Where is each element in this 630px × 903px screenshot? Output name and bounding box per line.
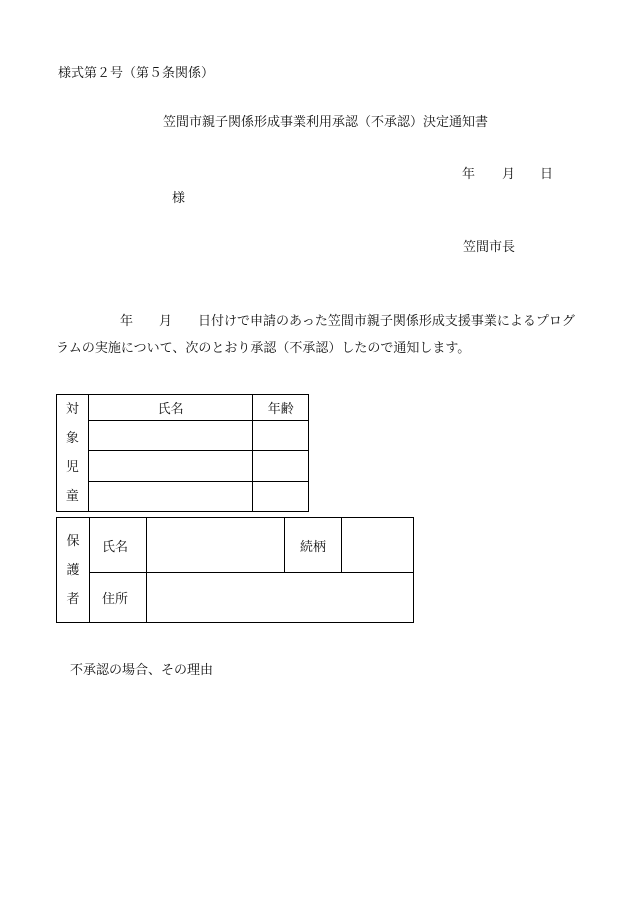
child-table	[56, 394, 309, 512]
child-age-cell[interactable]	[253, 420, 309, 451]
table-row	[57, 451, 309, 482]
guardian-side-label: 保 護 者	[57, 518, 90, 623]
table-row	[57, 482, 309, 512]
guardian-address-label: 住所	[90, 573, 147, 623]
issuer: 笠間市長	[463, 240, 516, 255]
reason-label: 不承認の場合、その理由	[70, 663, 214, 678]
child-name-cell[interactable]	[88, 482, 253, 512]
child-age-cell[interactable]	[253, 482, 309, 512]
guardian-address-cell[interactable]	[147, 573, 414, 623]
date-year: 年	[462, 167, 476, 182]
body-year: 年	[120, 314, 134, 329]
guardian-relation-cell[interactable]	[342, 518, 414, 573]
child-age-header: 年齢	[253, 395, 309, 421]
date-day: 日	[540, 167, 554, 182]
child-side-label: 対 象 児 童	[57, 395, 89, 512]
body-month: 月	[159, 314, 173, 329]
body-line1: 日付けで申請のあった笠間市親子関係形成支援事業によるプログ	[198, 314, 575, 329]
child-name-cell[interactable]	[88, 451, 253, 482]
guardian-relation-label: 続柄	[285, 518, 342, 573]
recipient-honorific: 様	[172, 191, 186, 206]
table-row	[57, 420, 309, 451]
child-name-cell[interactable]	[88, 420, 253, 451]
guardian-name-label: 氏名	[90, 518, 147, 573]
child-name-header: 氏名	[88, 395, 253, 421]
document-title: 笠間市親子関係形成事業利用承認（不承認）決定通知書	[163, 115, 489, 130]
date-month: 月	[502, 167, 516, 182]
form-number: 様式第２号（第５条関係）	[58, 66, 215, 81]
guardian-name-cell[interactable]	[147, 518, 285, 573]
child-age-cell[interactable]	[253, 451, 309, 482]
body-line2: ラムの実施について、次のとおり承認（不承認）したので通知します。	[56, 341, 471, 356]
guardian-table	[56, 517, 414, 623]
